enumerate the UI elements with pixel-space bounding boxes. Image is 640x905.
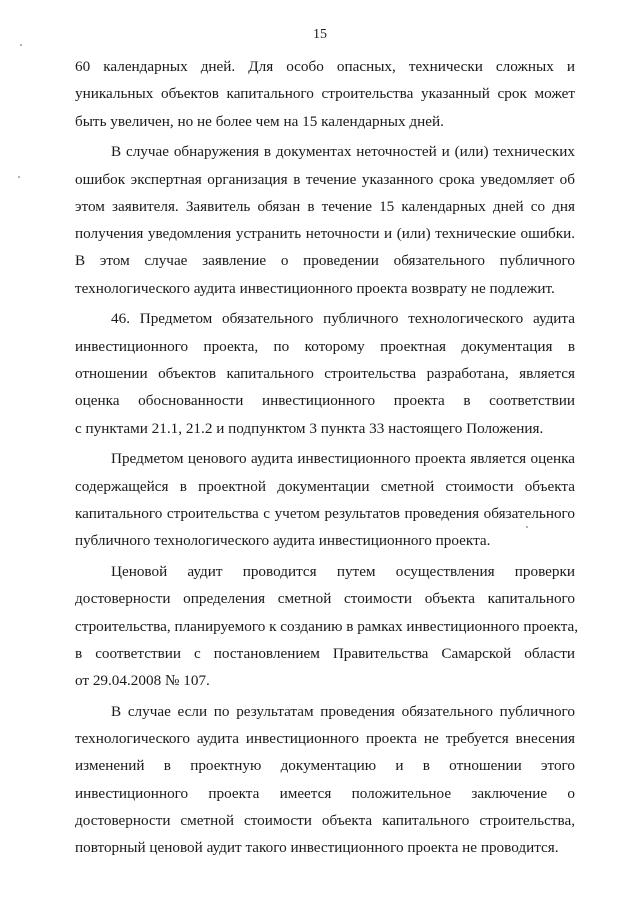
text-line: В случае обнаружения в документах неточностей и (или) технических <box>111 143 575 161</box>
text-line: 46. Предметом обязательного публичного технологического аудита <box>111 310 575 328</box>
page-number: 15 <box>313 27 327 42</box>
document-body <box>75 53 579 865</box>
text-line: 60 календарных дней. Для особо опасных, технически сложных и <box>75 58 575 75</box>
scan-speck <box>20 44 22 46</box>
paragraph <box>75 445 575 554</box>
text-line: от 29.04.2008 № 107. <box>75 672 210 690</box>
text-line: инвестиционного проекта имеется положительное заключение о <box>75 784 575 802</box>
text-line: быть увеличен, но не более чем на 15 календарных дней. <box>75 112 444 130</box>
text-line: инвестиционного проекта, по которому проектная документация в <box>75 337 575 355</box>
text-line: отношении объектов капитального строительства разработана, является <box>75 365 575 383</box>
paragraph <box>75 698 575 862</box>
text-line: достоверности сметной стоимости объекта капитального строительства, <box>75 811 575 829</box>
text-line: уникальных объектов капитального строительства указанный срок может <box>75 85 575 103</box>
text-line: капитального строительства с учетом результатов проведения обязательного <box>75 504 575 522</box>
text-line: публичного технологического аудита инвестиционного проекта. <box>75 532 491 550</box>
text-line: с пунктами 21.1, 21.2 и подпунктом 3 пункта 33 настоящего Положения. <box>75 419 544 437</box>
text-line: В случае если по результатам проведения обязательного публичного <box>111 702 575 720</box>
text-line: изменений в проектную документацию и в отношении этого <box>75 757 575 775</box>
text-line: технологического аудита инвестиционного проекта возврату не подлежит. <box>75 279 555 297</box>
text-line: ошибок экспертная организация в течение указанного срока уведомляет об <box>75 170 575 188</box>
text-line: Ценовой аудит проводится путем осуществления проверки <box>111 562 575 580</box>
text-line: технологического аудита инвестиционного проекта не требуется внесения <box>75 730 575 748</box>
text-line: этом заявителя. Заявитель обязан в течение 15 календарных дней со дня <box>75 197 575 215</box>
paragraph <box>75 138 575 302</box>
text-line: повторный ценовой аудит такого инвестиционного проекта не проводится. <box>75 839 559 857</box>
paragraph <box>75 558 579 694</box>
text-line: Предметом ценового аудита инвестиционного проекта является оценка <box>111 450 575 468</box>
text-line: в соответствии с постановлением Правительства Самарской области <box>75 644 575 662</box>
scan-speck <box>18 176 20 178</box>
text-line: В этом случае заявление о проведении обязательного публичного <box>75 252 575 270</box>
text-line: содержащейся в проектной документации сметной стоимости объекта <box>75 477 575 495</box>
paragraph <box>75 305 575 441</box>
text-line: получения уведомления устранить неточности и (или) технические ошибки. <box>75 225 575 243</box>
paragraph <box>75 53 575 135</box>
text-line: строительства, планируемого к созданию в рамках инвестиционного проекта, <box>75 617 579 635</box>
text-line: достоверности определения сметной стоимости объекта капитального <box>75 590 575 608</box>
scan-speck <box>526 526 528 528</box>
text-line: оценка обоснованности инвестиционного проекта в соответствии <box>75 392 575 410</box>
